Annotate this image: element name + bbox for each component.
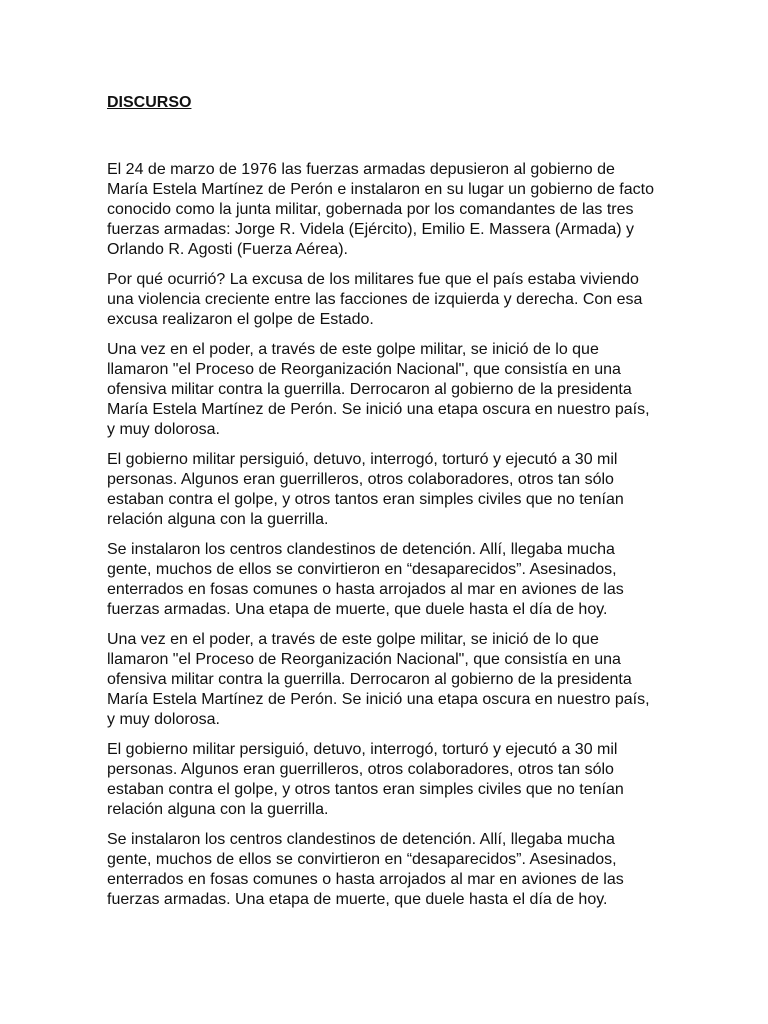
- paragraph-5: Se instalaron los centros clandestinos de detención. Allí, llegaba mucha gente, muchos de ellos se convirtieron en “desaparecidos”. Asesinados, enterrados en fosas comunes o hasta arrojados al mar en aviones de las fuerzas armadas. Una etapa de muerte, que duele hasta el día de hoy.: [107, 541, 624, 618]
- paragraph-7: El gobierno militar persiguió, detuvo, interrogó, torturó y ejecutó a 30 mil personas. Algunos eran guerrilleros, otros colaboradores, otros tan sólo estaban contra el golpe, y otros tantos eran simples civiles que no tenían relación alguna con la guerrilla.: [107, 741, 624, 818]
- paragraph-8: Se instalaron los centros clandestinos de detención. Allí, llegaba mucha gente, muchos de ellos se convirtieron en “desaparecidos”. Asesinados, enterrados en fosas comunes o hasta arrojados al mar en aviones de las fuerzas armadas. Una etapa de muerte, que duele hasta el día de hoy.: [107, 831, 624, 908]
- paragraph-6: Una vez en el poder, a través de este golpe militar, se inició de lo que llamaron "el Proceso de Reorganización Nacional", que consistía en una ofensiva militar contra la guerrilla. Derrocaron al gobierno de la presidenta María Estela Martínez de Perón. Se inició una etapa oscura en nuestro país, y muy dolorosa.: [107, 631, 650, 728]
- paragraph-4: El gobierno militar persiguió, detuvo, interrogó, torturó y ejecutó a 30 mil personas. Algunos eran guerrilleros, otros colaboradores, otros tan sólo estaban contra el golpe, y otros tantos eran simples civiles que no tenían relación alguna con la guerrilla.: [107, 451, 624, 528]
- document-title: DISCURSO: [107, 94, 192, 111]
- paragraph-1: El 24 de marzo de 1976 las fuerzas armadas depusieron al gobierno de María Estela Martínez de Perón e instalaron en su lugar un gobierno de facto conocido como la junta militar, gobernada por los comandantes de las tres fuerzas armadas: Jorge R. Videla (Ejército), Emilio E. Massera (Armada) y Orlando R. Agosti (Fuerza Aérea).: [107, 161, 654, 258]
- document-page: [107, 93, 657, 920]
- paragraph-2: Por qué ocurrió? La excusa de los militares fue que el país estaba viviendo una violencia creciente entre las facciones de izquierda y derecha. Con esa excusa realizaron el golpe de Estado.: [107, 271, 643, 328]
- paragraph-3: Una vez en el poder, a través de este golpe militar, se inició de lo que llamaron "el Proceso de Reorganización Nacional", que consistía en una ofensiva militar contra la guerrilla. Derrocaron al gobierno de la presidenta María Estela Martínez de Perón. Se inició una etapa oscura en nuestro país, y muy dolorosa.: [107, 341, 650, 438]
